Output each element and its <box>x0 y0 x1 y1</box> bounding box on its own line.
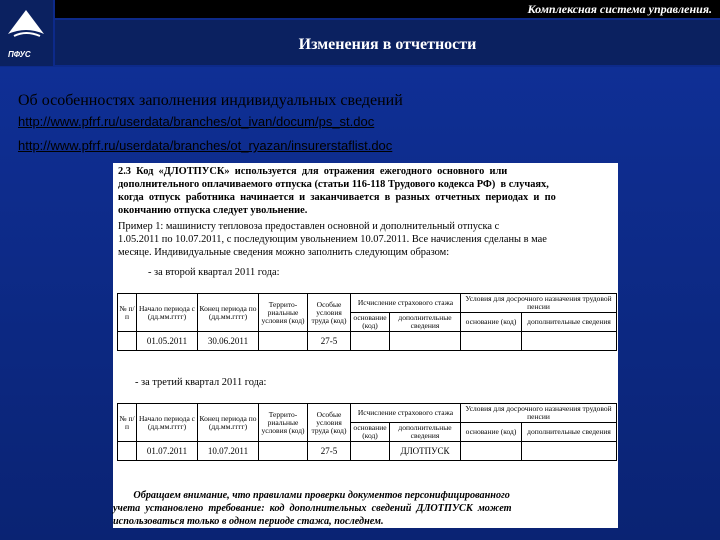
th-calc-extra: дополнительные сведения <box>390 423 461 442</box>
doc-link-2[interactable]: http://www.pfrf.ru/userdata/branches/ot_ryazan/insurerstaflist.doc <box>18 138 393 153</box>
cell-calc-extra <box>390 332 461 351</box>
cell-special: 27-5 <box>308 442 351 461</box>
logo <box>0 0 53 66</box>
table-row <box>118 442 617 461</box>
top-bar <box>55 0 720 18</box>
q2-caption: - за второй квартал 2011 года: <box>148 267 280 278</box>
th-pension: Условия для досрочного назначения трудовой пенсии <box>461 294 617 313</box>
th-special: Особые условия труда (код) <box>308 404 351 442</box>
th-pension-extra: дополнительные сведения <box>522 313 617 332</box>
th-terr: Террито- риальные условия (код) <box>259 404 308 442</box>
paragraph-2-3: 2.3 Код «ДЛОТПУСК» используется для отражения ежегодного основного или дополнительного оплачиваемого отпуска (статьи 116-118 Трудового кодекса РФ) в случаях, когда отпуск работника начинается и заканчивается в разных отчетных периодах и по окончанию отпуска следует увольнение. <box>118 166 556 216</box>
th-end: Конец периода по (дд.мм.гггг) <box>198 294 259 332</box>
cell-end: 10.07.2011 <box>198 442 259 461</box>
org-name: Комплексная система управления. <box>527 2 712 16</box>
doc-link-1[interactable]: http://www.pfrf.ru/userdata/branches/ot_ivan/docum/ps_st.doc <box>18 114 375 129</box>
title-bar <box>55 20 720 65</box>
example-paragraph: Пример 1: машинисту тепловоза предоставлен основной и дополнительный отпуска с 1.05.2011 по 10.07.2011, с последующим увольнением 10.07.2011. Все начисления сделаны в мае месяце. Индивидуальные сведения можно заполнить следующим образом: <box>118 221 547 258</box>
table-q3 <box>117 403 617 461</box>
logo-emblem-icon <box>4 4 48 48</box>
th-pension-basis: основание (код) <box>461 313 522 332</box>
th-calc: Исчисление страхового стажа <box>351 294 461 313</box>
th-calc-basis: основание (код) <box>351 423 390 442</box>
cell-special: 27-5 <box>308 332 351 351</box>
th-start: Начало периода с (дд.мм.гггг) <box>137 294 198 332</box>
cell-start: 01.05.2011 <box>137 332 198 351</box>
logo-text: ПФУС <box>8 50 31 59</box>
attention-note: Обращаем внимание, что правилами проверки документов персонифицированного учета установлено требование: код дополнительных сведений ДЛОТПУСК может использоваться только в одном периоде стажа, последнем. <box>113 490 512 527</box>
th-pension: Условия для досрочного назначения трудовой пенсии <box>461 404 617 423</box>
document-excerpt <box>113 163 618 528</box>
th-calc-extra: дополнительные сведения <box>390 313 461 332</box>
th-calc: Исчисление страхового стажа <box>351 404 461 423</box>
th-start: Начало периода с (дд.мм.гггг) <box>137 404 198 442</box>
cell-end: 30.06.2011 <box>198 332 259 351</box>
q3-caption: - за третий квартал 2011 года: <box>135 377 267 388</box>
th-terr: Террито- риальные условия (код) <box>259 294 308 332</box>
table-q2 <box>117 293 617 351</box>
th-num: № п/п <box>118 404 137 442</box>
th-num: № п/п <box>118 294 137 332</box>
cell-start: 01.07.2011 <box>137 442 198 461</box>
th-pension-basis: основание (код) <box>461 423 522 442</box>
slide-title: Изменения в отчетности <box>298 36 477 53</box>
th-special: Особые условия труда (код) <box>308 294 351 332</box>
cell-calc-extra: ДЛОТПУСК <box>390 442 461 461</box>
intro-text: Об особенностях заполнения индивидуальных сведений <box>18 92 403 109</box>
table-row <box>118 332 617 351</box>
th-end: Конец периода по (дд.мм.гггг) <box>198 404 259 442</box>
th-calc-basis: основание (код) <box>351 313 390 332</box>
th-pension-extra: дополнительные сведения <box>522 423 617 442</box>
